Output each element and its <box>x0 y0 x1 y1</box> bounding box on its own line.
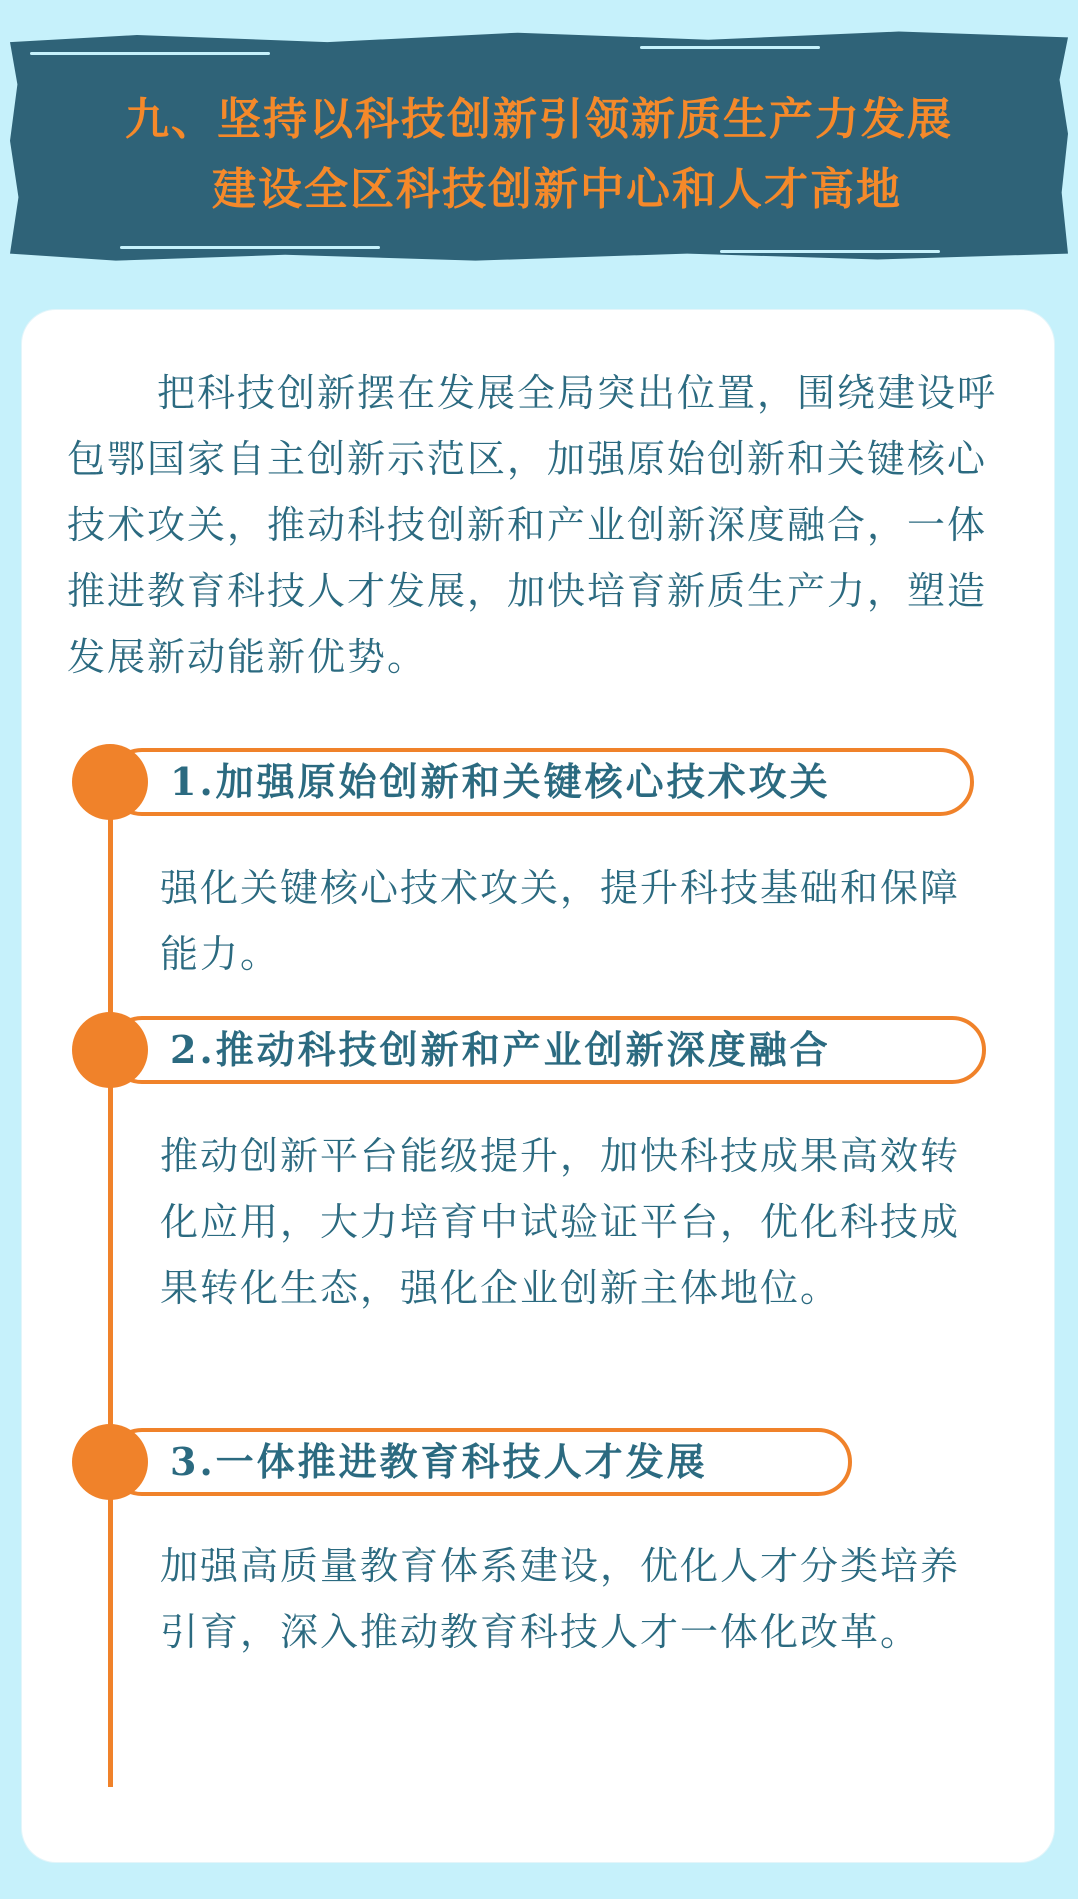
banner-brush-streak <box>640 46 820 49</box>
intro-paragraph: 把科技创新摆在发展全局突出位置，围绕建设呼包鄂国家自主创新示范区，加强原始创新和关键核心技术攻关，推动科技创新和产业创新深度融合，一体推进教育科技人才发展，加快培育新质生产力，塑造发展新动能新优势。 <box>67 371 998 679</box>
section-heading: 2.推动科技创新和产业创新深度融合 <box>170 1027 831 1072</box>
section-body: 推动创新平台能级提升，加快科技成果高效转化应用，大力培育中试验证平台，优化科技成果转化生态，强化企业创新主体地位。 <box>160 1134 961 1310</box>
section-body: 加强高质量教育体系建设，优化人才分类培养引育，深入推动教育科技人才一体化改革。 <box>160 1544 961 1654</box>
page-title-line-1: 九、坚持以科技创新引领新质生产力发展 <box>125 94 953 145</box>
banner-brush-streak <box>120 246 380 249</box>
section-heading: 3.一体推进教育科技人才发展 <box>170 1439 708 1484</box>
timeline-dot <box>72 1012 148 1088</box>
banner-brush-streak <box>30 52 270 55</box>
timeline-dot <box>72 1424 148 1500</box>
section-body: 强化关键核心技术攻关，提升科技基础和保障能力。 <box>160 866 961 976</box>
timeline-dot <box>72 744 148 820</box>
timeline-line <box>108 795 113 1787</box>
page-title-line-2: 建设全区科技创新中心和人才高地 <box>212 164 902 215</box>
banner-brush-streak <box>720 250 940 253</box>
section-heading: 1.加强原始创新和关键核心技术攻关 <box>170 759 831 804</box>
